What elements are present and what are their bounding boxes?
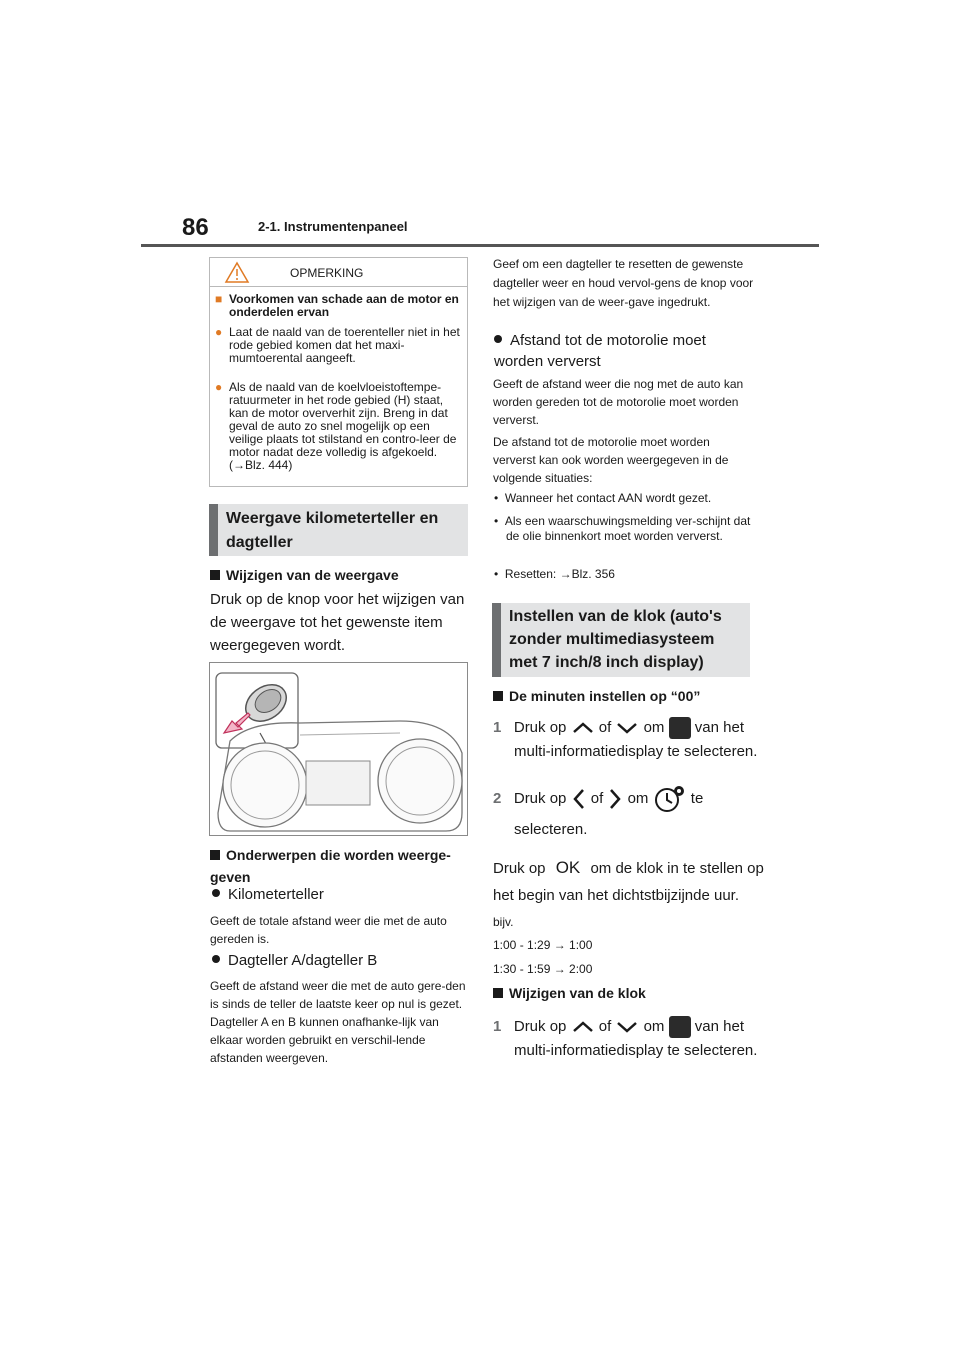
trip-text: Geeft de afstand weer die met de auto gere-den is sinds de teller de laatste keer op nul is gezet. Dagteller A en B kunnen onafhanke-lijk van elkaar worden gebruikt en verschil-lende afstanden weergeven.	[210, 979, 466, 1065]
chevron-left-icon	[571, 787, 587, 811]
change-clock-title: Wijzigen van de klok	[493, 982, 646, 1004]
chevron-right-icon	[607, 787, 623, 811]
page-number: 86	[182, 214, 209, 241]
chevron-up-icon	[571, 1019, 595, 1035]
example-2: 1:30 - 1:59 → 2:00	[493, 962, 593, 976]
trip-title: Dagteller A/dagteller B	[212, 950, 377, 972]
note-title: OPMERKING	[290, 266, 364, 280]
odometer-heading: Weergave kilometerteller en dagteller	[209, 504, 468, 556]
step-2: 2 Druk op of om te	[493, 784, 703, 814]
ok-instruction-cont: het begin van het dichtstbijzijnde uur.	[493, 887, 739, 904]
clock-settings-icon	[653, 784, 687, 814]
section-title: 2-1. Instrumentenpaneel	[258, 219, 408, 234]
settings-icon	[669, 1016, 691, 1038]
odometer-title: Kilometerteller	[212, 884, 324, 906]
oil-text-2: De afstand tot de motorolie moet worden ververst kan ook worden weergegeven in de volgende situaties:	[493, 435, 729, 485]
header-rule	[141, 244, 819, 247]
change-display-title: Wijzigen van de weergave	[210, 564, 399, 586]
note-header	[210, 258, 467, 286]
step-1-cont: multi-informatiedisplay te selecteren.	[514, 743, 758, 760]
items-title: Onderwerpen die worden weerge-geven	[210, 847, 451, 885]
settings-icon	[669, 717, 691, 739]
note-box: OPMERKING ■ Voorkomen van schade aan de motor en onderdelen ervan ● Laat de naald van de toerenteller niet in het rode gebied komen dat het maxi-mumtoerental aangeeft. ● Als de naald van de koelvloeistoftempe-ratuurmeter in het rode gebied (H) staat, kan de motor oververhit zijn. Breng in dat geval de auto zo snel mogelijk op een veilige plaats tot stilstand en contro-leer de motor nadat deze volledig is afgekoeld. (→Blz. 444)	[209, 257, 468, 487]
minutes-title: De minuten instellen op “00”	[493, 685, 700, 707]
chevron-up-icon	[571, 720, 595, 736]
example-1: 1:00 - 1:29 → 1:00	[493, 938, 593, 952]
change-display-text: Druk op de knop voor het wijzigen van de weergave tot het gewenste item weergegeven wordt.	[210, 591, 465, 654]
ok-button-icon: OK	[555, 858, 581, 877]
warning-triangle-icon	[224, 261, 250, 285]
reset-text: Geef om een dagteller te resetten de gewenste dagteller weer en houd vervol-gens de knop voor het wijzigen van de weer-gave ingedrukt.	[493, 257, 754, 309]
oil-bullet: • Resetten: →Blz. 356	[494, 567, 615, 581]
step-1b-cont: multi-informatiedisplay te selecteren.	[514, 1042, 758, 1059]
chevron-down-icon	[615, 720, 639, 736]
ok-instruction: Druk op OK om de klok in te stellen op	[493, 858, 764, 877]
instrument-cluster-illustration	[209, 662, 468, 836]
oil-bullet: • Als een waarschuwingsmelding ver-schijnt dat de olie binnenkort moet worden ververst.	[494, 514, 751, 543]
oil-text-1: Geeft de afstand weer die nog met de auto kan worden gereden tot de motorolie moet worden ververst.	[493, 377, 744, 427]
step-1: 1 Druk op of om van het	[493, 716, 744, 740]
example-label: bijv.	[493, 915, 514, 929]
clock-heading: Instellen van de klok (auto's zonder multimediasysteem met 7 inch/8 inch display)	[492, 603, 750, 677]
chevron-down-icon	[615, 1019, 639, 1035]
step-2-cont: selecteren.	[514, 821, 588, 838]
odometer-text: Geeft de totale afstand weer die met de auto gereden is.	[210, 914, 447, 946]
step-1b: 1 Druk op of om van het	[493, 1015, 744, 1039]
oil-title: Afstand tot de motorolie moet worden ververst	[494, 332, 706, 370]
oil-bullet: • Wanneer het contact AAN wordt gezet.	[494, 491, 712, 505]
